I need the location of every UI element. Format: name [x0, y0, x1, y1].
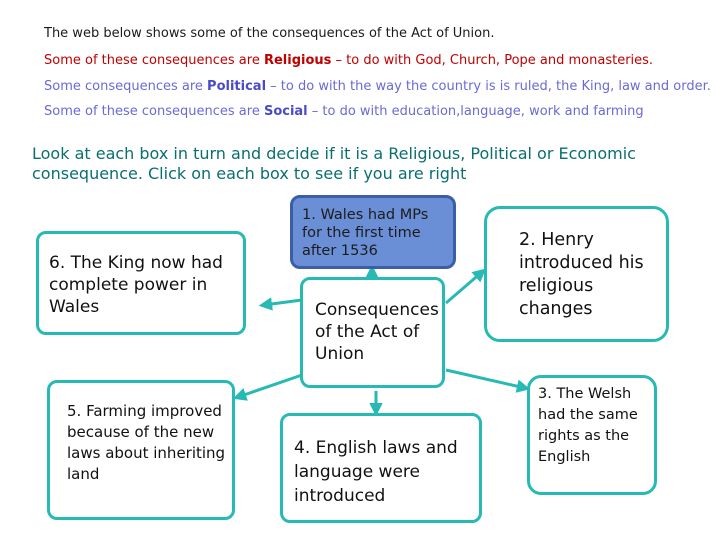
intro-line-social-lead: Some of these consequences are: [44, 104, 264, 119]
consequence-box-6[interactable]: [36, 231, 246, 335]
instruction-text: Look at each box in turn and decide if it is a Religious, Political or Economic consequence. Click on each box to see if you are right: [32, 144, 636, 183]
consequence-box-3[interactable]: [527, 375, 657, 495]
arrow-to-box-6: [264, 300, 302, 305]
intro-line-religious-lead: Some of these consequences are: [44, 53, 264, 68]
consequence-box-3-text: 3. The Welsh had the same rights as the English: [538, 386, 638, 465]
consequence-box-1-text: 1. Wales had MPs for the first time after 1536: [302, 207, 429, 259]
arrow-to-box-3: [446, 370, 525, 388]
intro-line-political-rest: – to do with the way the country is is ruled, the King, law and order.: [266, 79, 711, 94]
religious-keyword: Religious: [263, 53, 332, 68]
intro-line-religious-rest: – to do with God, Church, Pope and monasteries.: [331, 53, 654, 68]
political-keyword: Political: [207, 79, 267, 94]
social-keyword: Social: [263, 104, 308, 119]
consequence-box-5[interactable]: [47, 380, 235, 520]
intro-line-social-rest: – to do with education,language, work and farming: [307, 104, 644, 119]
consequence-box-6-text: 6. The King now had complete power in Wales: [49, 253, 223, 317]
consequence-box-4-text: 4. English laws and language were introduced: [294, 438, 458, 506]
intro-line-political-lead: Some consequences are: [44, 79, 208, 94]
consequence-box-4[interactable]: [280, 413, 482, 523]
consequence-box-5-text: 5. Farming improved because of the new laws about inheriting land: [67, 402, 226, 483]
arrow-to-box-2: [446, 272, 482, 303]
consequence-box-2-text: 2. Henry introduced his religious changes: [519, 230, 644, 319]
intro-line-1-text: The web below shows some of the consequences of the Act of Union.: [44, 26, 495, 41]
central-topic-box: [300, 277, 445, 388]
central-topic-text: Consequences of the Act of Union: [315, 300, 439, 364]
consequence-box-2[interactable]: [484, 206, 669, 342]
arrow-to-box-5: [238, 375, 302, 397]
consequence-box-1[interactable]: [290, 195, 456, 269]
